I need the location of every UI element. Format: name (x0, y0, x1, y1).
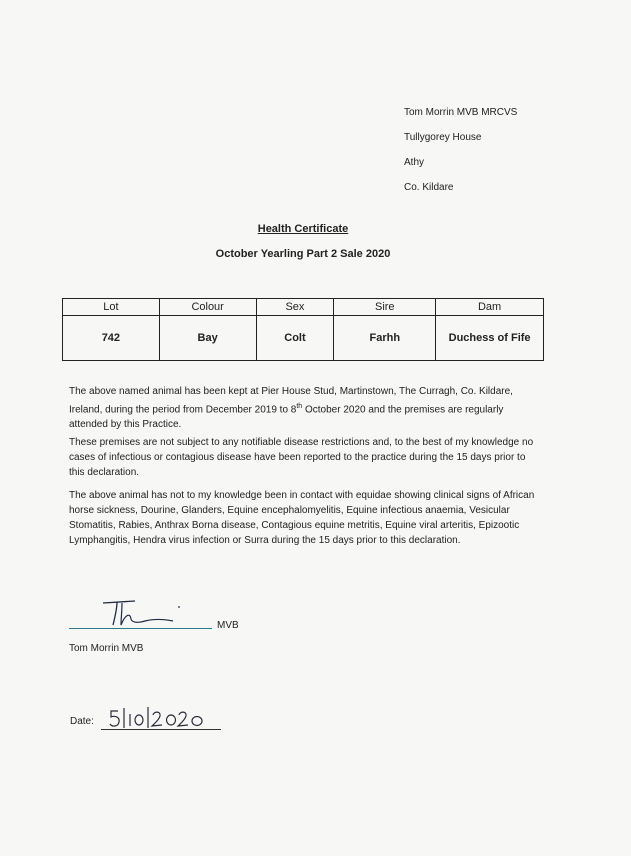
date-label: Date: (70, 716, 94, 727)
lot-table (62, 298, 544, 361)
header-colour: Colour (159, 299, 256, 316)
paragraph-premises-sup: th (296, 403, 303, 410)
address-line: Tullygorey House (404, 132, 482, 143)
cell-sex: Colt (256, 316, 334, 361)
cell-colour: Bay (159, 316, 256, 361)
header-sire: Sire (334, 299, 436, 316)
table-row (63, 316, 544, 361)
date-line (101, 729, 221, 730)
paragraph-restrictions: These premises are not subject to any notifiable disease restrictions and, to the best of my knowledge no cases of infectious or contagious disease have been reported to the practice during the 15 days prior to this declaration. (69, 437, 534, 478)
document-subtitle: October Yearling Part 2 Sale 2020 (215, 248, 391, 260)
header-sex: Sex (256, 299, 334, 316)
handwritten-date (108, 706, 216, 730)
header-lot: Lot (63, 299, 160, 316)
signatory-name: Tom Morrin MVB (69, 643, 144, 654)
cell-lot: 742 (63, 316, 160, 361)
paragraph-premises-a: The above named animal has been kept at Pier House Stud, Martinstown, The Curragh, Co. Kildare, Ireland, during the period from December 2019 to 8 (69, 386, 513, 416)
document-title: Health Certificate (257, 223, 349, 235)
address-line: Tom Morrin MVB MRCVS (404, 107, 518, 118)
header-dam: Dam (436, 299, 544, 316)
paragraph-contact: The above animal has not to my knowledge been in contact with equidae showing clinical signs of African horse sickness, Dourine, Glanders, Equine encephalomyelitis, Equine infectious anaemia, Vesicular Stomatitis, Rabies, Anthrax Borna disease, Contagious equine metritis, Equine viral arteritis, Epizootic Lymphangitis, Hendra virus infection or Surra during the 15 days prior to this declaration. (69, 490, 535, 546)
vet-address (404, 100, 517, 200)
signature-line (69, 628, 212, 629)
cell-sire: Farhh (334, 316, 436, 361)
signature-mark (95, 597, 190, 631)
address-line: Co. Kildare (404, 182, 454, 193)
cell-dam: Duchess of Fife (436, 316, 544, 361)
address-line: Athy (404, 157, 425, 168)
paragraph-premises-b: October 2020 and the premises are regularly attended by this Practice. (69, 404, 504, 431)
table-header-row (63, 299, 544, 316)
signature-suffix: MVB (217, 620, 239, 631)
paragraph-premises (69, 384, 539, 432)
